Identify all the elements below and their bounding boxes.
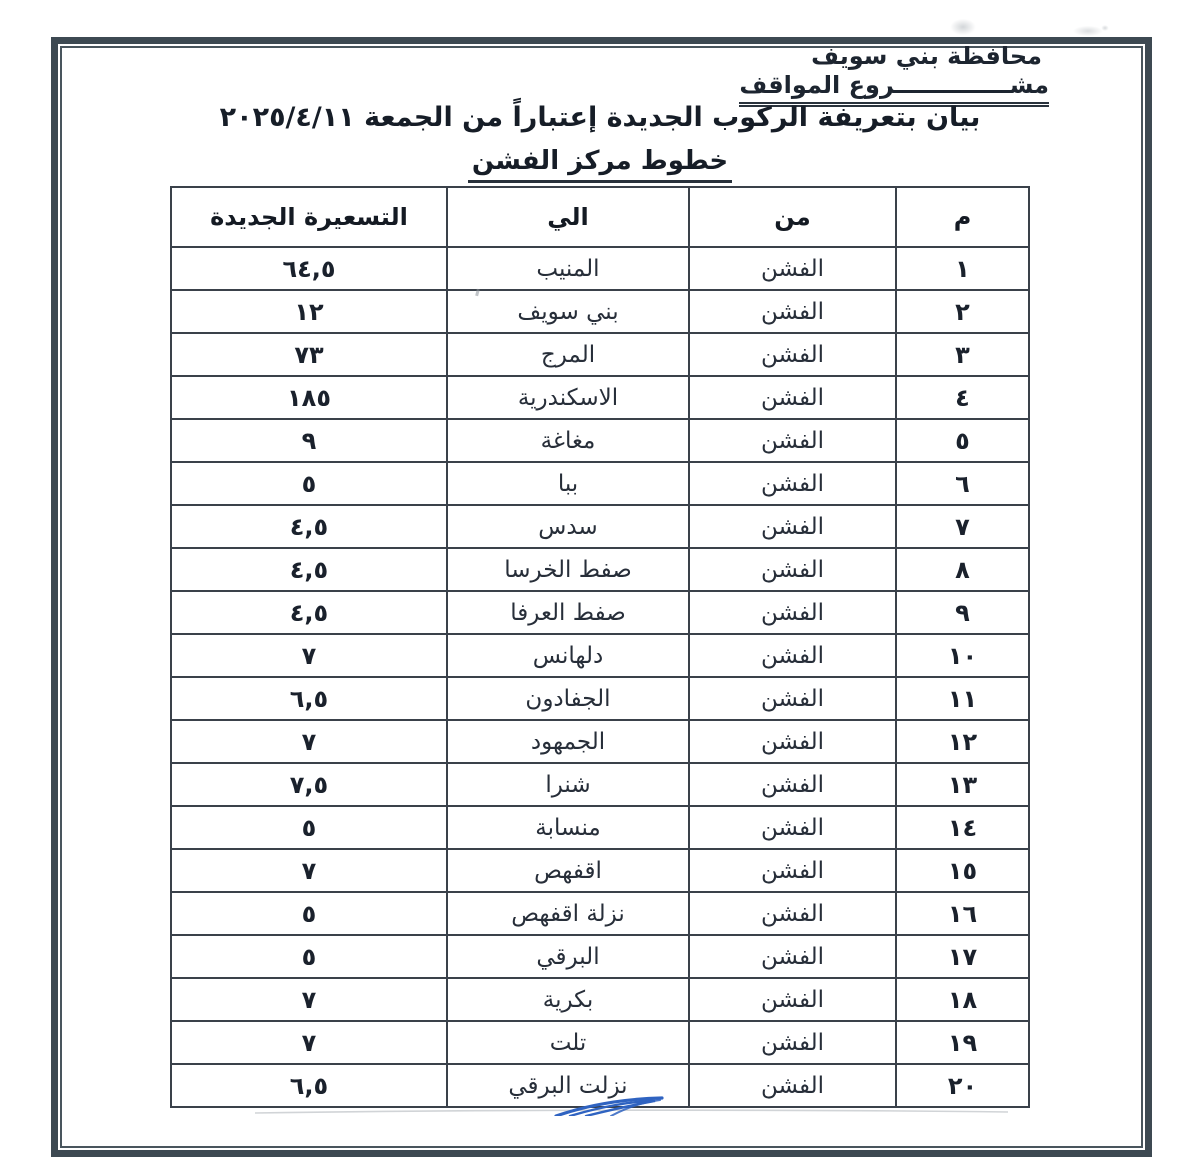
cell-serial: ٤ (896, 376, 1029, 419)
cell-to: نزلة اقفهص (447, 892, 689, 935)
cell-price: ٧ (171, 1021, 447, 1064)
cell-from: الفشن (689, 333, 896, 376)
cell-to: تلت (447, 1021, 689, 1064)
cell-serial: ٦ (896, 462, 1029, 505)
cell-to: الاسكندرية (447, 376, 689, 419)
cell-serial: ١٧ (896, 935, 1029, 978)
cell-to: مغاغة (447, 419, 689, 462)
cell-to: المرج (447, 333, 689, 376)
cell-serial: ٧ (896, 505, 1029, 548)
governorate-name: محافظة بني سويف (811, 42, 1042, 70)
cell-price: ٤,٥ (171, 505, 447, 548)
document-subtitle-line (0, 147, 1200, 183)
fare-row (171, 505, 1029, 548)
cell-to: البرقي (447, 935, 689, 978)
col-header-price: التسعيرة الجديدة (171, 187, 447, 247)
cell-to: الجمهود (447, 720, 689, 763)
cell-to: ببا (447, 462, 689, 505)
cell-price: ٥ (171, 935, 447, 978)
col-header-from: من (689, 187, 896, 247)
cell-serial: ١٤ (896, 806, 1029, 849)
document-title: بيان بتعريفة الركوب الجديدة إعتباراً من الجمعة ٢٠٢٥/٤/١١ (219, 102, 981, 133)
cell-from: الفشن (689, 548, 896, 591)
cell-price: ٧ (171, 849, 447, 892)
cell-price: ٩ (171, 419, 447, 462)
fare-row (171, 247, 1029, 290)
cell-serial: ٩ (896, 591, 1029, 634)
cell-from: الفشن (689, 935, 896, 978)
cell-price: ٦٤,٥ (171, 247, 447, 290)
cell-price: ١٨٥ (171, 376, 447, 419)
cell-from: الفشن (689, 978, 896, 1021)
fare-row (171, 462, 1029, 505)
fare-row (171, 634, 1029, 677)
cell-price: ٥ (171, 892, 447, 935)
cell-price: ٧٣ (171, 333, 447, 376)
scan-smudge (1100, 24, 1110, 32)
fare-table-header (171, 187, 1029, 247)
cell-serial: ١٢ (896, 720, 1029, 763)
fare-row (171, 978, 1029, 1021)
fare-row (171, 935, 1029, 978)
fare-row (171, 1021, 1029, 1064)
cell-serial: ١٠ (896, 634, 1029, 677)
cell-to: صفط العرفا (447, 591, 689, 634)
cell-to: بكرية (447, 978, 689, 1021)
cell-serial: ٢٠ (896, 1064, 1029, 1107)
cell-serial: ٢ (896, 290, 1029, 333)
cell-price: ٥ (171, 462, 447, 505)
cell-from: الفشن (689, 634, 896, 677)
cell-from: الفشن (689, 720, 896, 763)
document-subtitle: خطوط مركز الفشن (468, 147, 732, 183)
scan-smudge (946, 16, 980, 38)
cell-to: المنيب (447, 247, 689, 290)
col-header-serial: م (896, 187, 1029, 247)
fare-row (171, 591, 1029, 634)
fare-row (171, 419, 1029, 462)
fare-row (171, 333, 1029, 376)
cell-price: ٦,٥ (171, 677, 447, 720)
cell-serial: ٥ (896, 419, 1029, 462)
fare-table-header-row (171, 187, 1029, 247)
cell-price: ١٢ (171, 290, 447, 333)
cell-price: ٧ (171, 634, 447, 677)
department-name: مشــــــــــــــروع المواقف (739, 72, 1049, 107)
scan-smudge (1068, 24, 1108, 38)
fare-table (170, 186, 1030, 1108)
cell-to: بني سويف (447, 290, 689, 333)
cell-from: الفشن (689, 591, 896, 634)
cell-from: الفشن (689, 505, 896, 548)
fare-row (171, 677, 1029, 720)
cell-price: ٤,٥ (171, 591, 447, 634)
cell-serial: ٣ (896, 333, 1029, 376)
col-header-to: الي (447, 187, 689, 247)
fare-row (171, 720, 1029, 763)
fare-table-body (171, 247, 1029, 1107)
fare-row (171, 806, 1029, 849)
cell-price: ٤,٥ (171, 548, 447, 591)
cell-from: الفشن (689, 1021, 896, 1064)
cell-price: ٧ (171, 978, 447, 1021)
cell-from: الفشن (689, 419, 896, 462)
cell-from: الفشن (689, 376, 896, 419)
fare-row (171, 892, 1029, 935)
cell-from: الفشن (689, 849, 896, 892)
cell-to: اقفهص (447, 849, 689, 892)
cell-serial: ١ (896, 247, 1029, 290)
cell-from: الفشن (689, 806, 896, 849)
fare-row (171, 290, 1029, 333)
cell-price: ٧,٥ (171, 763, 447, 806)
cell-from: الفشن (689, 763, 896, 806)
cell-to: دلهانس (447, 634, 689, 677)
fare-row (171, 376, 1029, 419)
cell-serial: ١٣ (896, 763, 1029, 806)
cell-to: منسابة (447, 806, 689, 849)
cell-from: الفشن (689, 462, 896, 505)
cell-from: الفشن (689, 290, 896, 333)
cell-serial: ١١ (896, 677, 1029, 720)
fare-row (171, 763, 1029, 806)
cell-to: نزلت البرقي (447, 1064, 689, 1107)
cell-from: الفشن (689, 247, 896, 290)
cell-to: الجفادون (447, 677, 689, 720)
fare-row (171, 849, 1029, 892)
cell-to: صفط الخرسا (447, 548, 689, 591)
cell-price: ٥ (171, 806, 447, 849)
cell-serial: ١٨ (896, 978, 1029, 1021)
cell-serial: ١٦ (896, 892, 1029, 935)
cell-from: الفشن (689, 1064, 896, 1107)
cell-serial: ٨ (896, 548, 1029, 591)
cell-serial: ١٥ (896, 849, 1029, 892)
cell-from: الفشن (689, 677, 896, 720)
cell-price: ٦,٥ (171, 1064, 447, 1107)
cell-to: شنرا (447, 763, 689, 806)
cell-serial: ١٩ (896, 1021, 1029, 1064)
fare-row (171, 1064, 1029, 1107)
fare-row (171, 548, 1029, 591)
cell-from: الفشن (689, 892, 896, 935)
cell-to: سدس (447, 505, 689, 548)
cell-price: ٧ (171, 720, 447, 763)
